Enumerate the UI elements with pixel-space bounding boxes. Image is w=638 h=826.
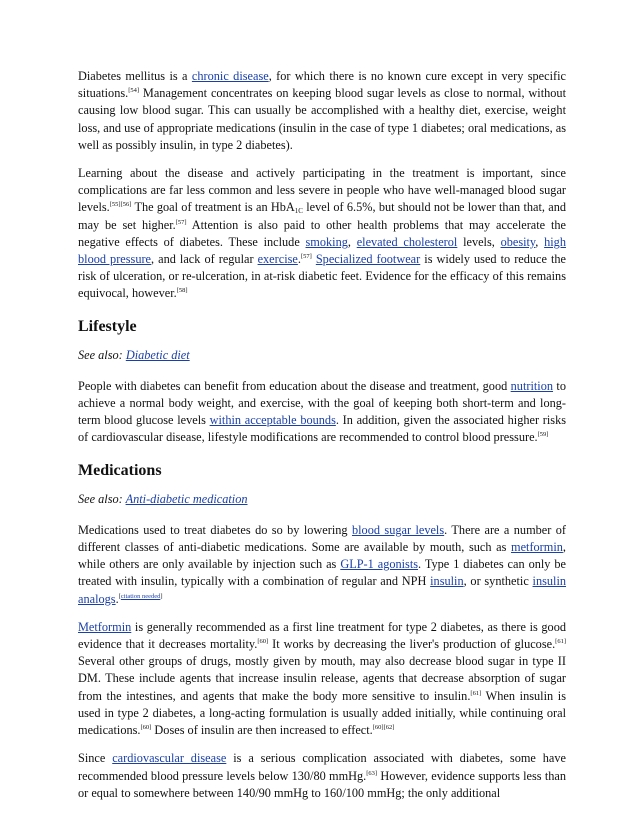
text: Learning about the disease and actively participating in the treatment is important, since complications are far less common and less severe in people who have well-managed blood sugar levels. — [78, 166, 566, 215]
link-nutrition[interactable]: nutrition — [510, 378, 554, 393]
text: is a serious complication associated with diabetes, some have recommended blood pressure levels below 130/80 mmHg. — [78, 751, 566, 783]
link-exercise[interactable]: exercise — [257, 252, 298, 267]
link-glp1-agonists[interactable]: GLP-1 agonists — [340, 557, 419, 572]
text: Management concentrates on keeping blood sugar levels as close to normal, without causing low blood sugar. This can usually be accomplished with a healthy diet, exercise, weight loss, and use of appropriate medications (insulin in the case of type 1 diabetes; oral medications, as well as possibly insulin, in type 2 diabetes). — [78, 86, 566, 152]
link-metformin-lead[interactable]: Metformin — [78, 619, 132, 634]
link-within-acceptable-bounds[interactable]: within acceptable bounds — [209, 413, 336, 428]
text: , or synthetic — [463, 574, 533, 589]
bracket: ] — [160, 592, 163, 600]
text: Since — [78, 751, 113, 766]
text: Several other groups of drugs, mostly given by mouth, may also decrease blood sugar in type II DM. These include agents that increase insulin release, agents that decrease absorption of sugar from the intestines, and agents that make the body more sensitive to insulin. — [78, 654, 566, 703]
heading-lifestyle: Lifestyle — [78, 317, 137, 335]
citation-60[interactable]: [60] — [257, 638, 269, 646]
text: level of 6.5%, but should not be lower than that, and may be set higher. — [78, 200, 566, 232]
treatment-paragraph — [78, 165, 566, 303]
text: , for which there is no known cure except in very specific situations. — [78, 69, 566, 101]
citation-55-56[interactable]: [55][56] — [109, 201, 132, 209]
text: Diabetes mellitus is a — [78, 69, 192, 83]
text: . — [115, 591, 119, 606]
text: , — [535, 234, 545, 249]
citation-needed — [119, 593, 163, 600]
text: Attention is also paid to other health problems that may accelerate the negative effects of diabetes. These include — [78, 217, 566, 249]
text: . Type 1 diabetes can only be treated with insulin, typically with a combination of regular and NPH — [78, 557, 566, 589]
link-elevated-cholesterol[interactable]: elevated cholesterol — [356, 234, 458, 249]
link-insulin-analogs[interactable]: insulin analogs — [78, 574, 567, 606]
link-specialized-footwear[interactable]: Specialized footwear — [315, 252, 421, 267]
link-metformin[interactable]: metformin — [511, 540, 563, 555]
see-also-label: See also: — [78, 491, 126, 506]
hba1c-subscript: 1C — [294, 207, 303, 216]
text: is widely used to reduce the risk of ulceration, or re-ulceration, in at-risk diabetic feet. Evidence for the efficacy of this remains equivocal, however. — [78, 252, 567, 301]
citation-57[interactable]: [57] — [300, 253, 312, 261]
citation-59[interactable]: [59] — [537, 431, 549, 439]
citation-61[interactable]: [61] — [555, 638, 566, 646]
text: , while others are only available by injection such as — [78, 540, 566, 572]
citation-61[interactable]: [61] — [470, 689, 482, 697]
link-chronic-disease[interactable]: chronic disease — [191, 69, 269, 83]
intro-paragraph — [78, 68, 566, 154]
text: . — [297, 252, 301, 267]
link-insulin[interactable]: insulin — [430, 574, 464, 589]
citation-57[interactable]: [57] — [175, 218, 187, 226]
link-cardiovascular-disease[interactable]: cardiovascular disease — [112, 751, 227, 766]
text: . There are a number of different classes of anti-diabetic medications. Some are available by mouth, such as — [78, 522, 566, 555]
citation-63[interactable]: [63] — [366, 769, 378, 777]
medications-paragraph-3 — [78, 750, 566, 802]
citation-58[interactable]: [58] — [176, 287, 188, 295]
see-also-lifestyle — [78, 347, 566, 364]
text: Doses of insulin are then increased to effect. — [151, 723, 373, 738]
citation-54[interactable]: [54] — [128, 87, 140, 95]
text: When insulin is used in type 2 diabetes, a long-acting formulation is usually added initially, while continuing oral medications. — [78, 688, 566, 738]
link-high-blood-pressure[interactable]: high blood pressure — [78, 234, 566, 267]
text: The goal of treatment is an HbA — [131, 200, 295, 215]
text: , and lack of regular — [151, 252, 258, 267]
citation-60[interactable]: [60] — [140, 724, 152, 732]
bracket: [ — [118, 592, 121, 600]
text: Medications used to treat diabetes do so by lowering — [78, 522, 352, 537]
link-smoking[interactable]: smoking — [305, 234, 348, 249]
medications-paragraph-1 — [78, 522, 566, 608]
see-also-label: See also: — [78, 347, 126, 362]
link-citation-needed[interactable]: citation needed — [120, 592, 161, 600]
text: , — [347, 234, 357, 249]
medications-paragraph-2 — [78, 619, 566, 739]
lifestyle-paragraph — [78, 378, 566, 447]
see-also-medications — [78, 491, 566, 508]
link-obesity[interactable]: obesity — [500, 234, 536, 249]
text: levels, — [457, 234, 501, 249]
text: . In addition, given the associated higher risks of cardiovascular disease, lifestyle modifications are recommended to control blood pressure. — [78, 413, 567, 445]
text: People with diabetes can benefit from education about the disease and treatment, good — [78, 378, 511, 393]
text: It works by decreasing the liver's production of glucose. — [268, 637, 556, 652]
citation-60-62[interactable]: [60][62] — [372, 724, 395, 732]
text: However, evidence supports less than or equal to somewhere between 140/90 mmHg to 160/100 mmHg; the only additional — [78, 768, 566, 800]
heading-medications: Medications — [78, 461, 162, 479]
link-anti-diabetic-medication[interactable]: Anti-diabetic medication — [125, 491, 248, 506]
text: is generally recommended as a first line treatment for type 2 diabetes, as there is good evidence that it decreases mortality. — [78, 619, 566, 652]
link-diabetic-diet[interactable]: Diabetic diet — [125, 347, 190, 362]
text: to achieve a normal body weight, and exercise, with the goal of keeping both short-term and long-term blood glucose levels — [78, 378, 566, 428]
link-blood-sugar-levels[interactable]: blood sugar levels — [351, 522, 445, 537]
